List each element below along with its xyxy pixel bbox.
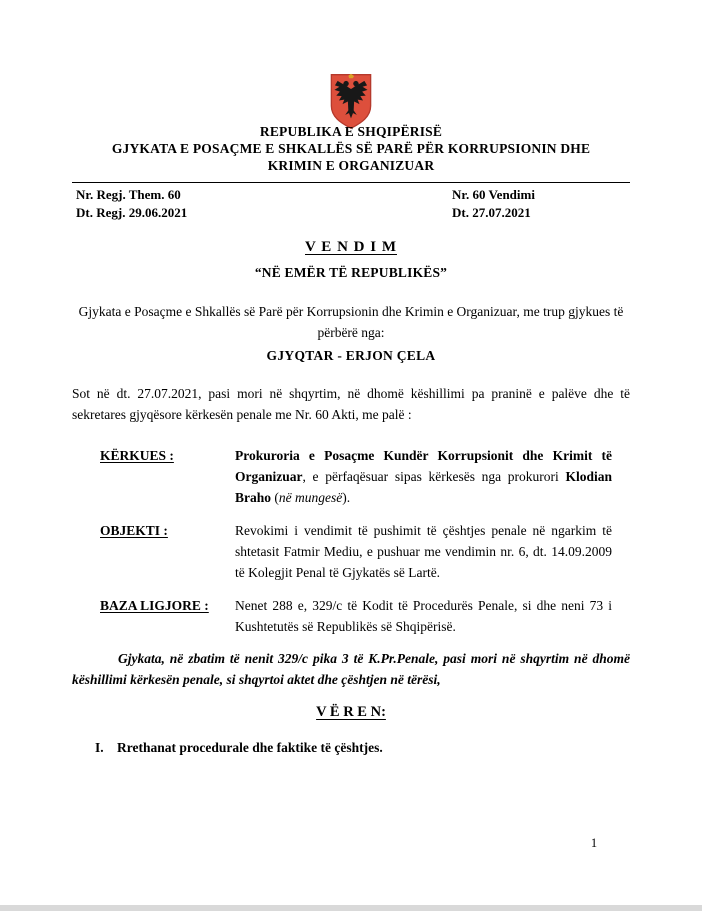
baza-ligjore-label: BAZA LIGJORE : (100, 598, 209, 613)
registry-number: Nr. Regj. Them. 60 (76, 187, 181, 202)
absence-note: në mungesë (278, 490, 343, 505)
court-header (72, 123, 630, 174)
court-name-line2: KRIMIN E ORGANIZUAR (267, 158, 435, 173)
coat-of-arms (311, 72, 391, 130)
decision-date: Dt. 27.07.2021 (452, 204, 531, 220)
registry-right (452, 186, 630, 221)
prosecutor-name: Klodian Braho (235, 469, 612, 505)
consideration-paragraph: Gjykata, në zbatim të nenit 329/c pika 3 të K.Pr.Penale, pasi mori në shqyrtim në dhomë këshillimi kërkesën penale, si shqyrtoi aktet dhe çështjen në tërësi, (72, 651, 630, 687)
objekti-label: OBJEKTI : (100, 523, 168, 538)
objekti-body: Revokimi i vendimit të pushimit të çështjes penale në ngarkim të shtetasit Fatmir Mediu, e pushuar me vendimin nr. 6, dt. 14.09.2009 të Kolegjit Penal të Gjykatës së Lartë. (235, 523, 612, 580)
judge-line: GJYQTAR - ERJON ÇELA (266, 348, 436, 363)
decision-number: Nr. 60 Vendimi (452, 187, 535, 202)
page-bottom-edge (0, 905, 702, 911)
kerkues-label: KËRKUES : (100, 448, 174, 463)
decision-subtitle: “NË EMËR TË REPUBLIKËS” (254, 265, 448, 280)
veren-heading: V Ë R E N: (316, 704, 386, 720)
kerkues-body: Prokuroria e Posaçme Kundër Korrupsionit dhe Krimit të Organizuar, e përfaqësuar sipas kërkesës nga prokurori Klodian Braho (në mungesë). (235, 448, 612, 505)
baza-ligjore-body: Nenet 288 e, 329/c të Kodit të Procedurës Penale, si dhe neni 73 i Kushtetutës së Republikës së Shqipërisë. (235, 598, 612, 634)
intro-paragraph: Gjykata e Posaçme e Shkallës së Parë për Korrupsionin dhe Krimin e Organizuar, me trup gjykues të përbërë nga: (78, 304, 624, 340)
section-i-title: Rrethanat procedurale dhe faktike të çështjes. (117, 740, 383, 755)
decision-title: V E N D I M (305, 239, 397, 255)
registry-left (72, 186, 187, 221)
page-number: 1 (590, 836, 598, 850)
baza-ligjore-row (100, 595, 612, 637)
court-name-line1: GJYKATA E POSAÇME E SHKALLËS SË PARË PËR KORRUPSIONIN DHE (111, 141, 591, 156)
header-divider (72, 182, 630, 183)
albanian-eagle-emblem-icon (311, 72, 391, 130)
registry-date: Dt. Regj. 29.06.2021 (76, 204, 188, 220)
section-i-numeral: I. (95, 740, 104, 755)
kerkues-party-name: Prokuroria e Posaçme Kundër Korrupsionit dhe Krimit të Organizuar (235, 448, 612, 484)
republic-title: REPUBLIKA E SHQIPËRISË (259, 124, 443, 139)
section-i-heading (95, 740, 630, 756)
kerkues-row (100, 445, 612, 508)
session-paragraph: Sot në dt. 27.07.2021, pasi mori në shqyrtim, në dhomë këshillimi pa praninë e palëve dhe të sekretares gjyqësore kërkesën penale me Nr. 60 Akti, me palë : (72, 386, 630, 422)
registry-block (72, 186, 630, 221)
objekti-row (100, 520, 612, 583)
